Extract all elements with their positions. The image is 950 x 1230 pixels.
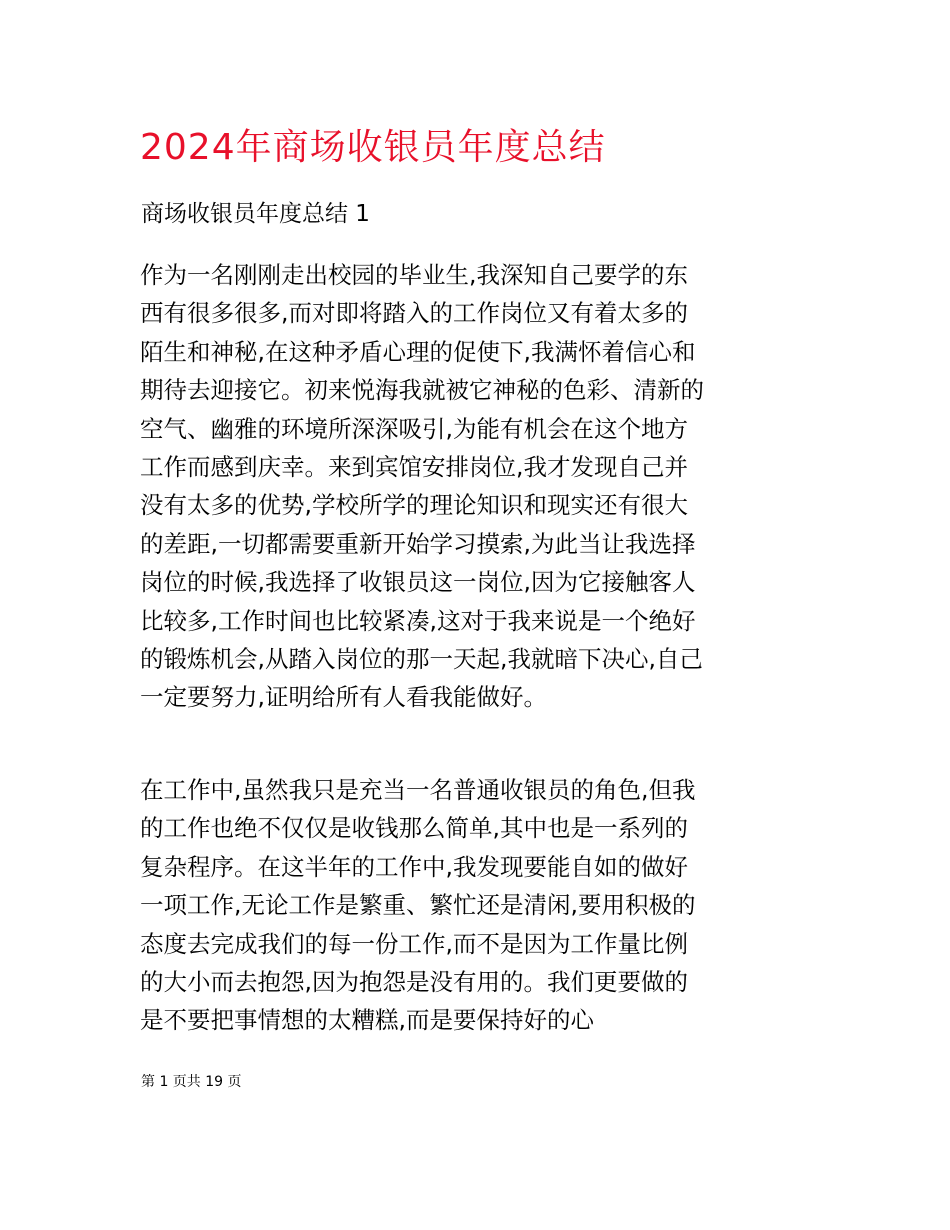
section-heading: 商场收银员年度总结 1 bbox=[141, 201, 370, 227]
page-number-footer: 第 1 页共 19 页 bbox=[141, 1074, 242, 1090]
paragraph-line: 工作而感到庆幸。来到宾馆安排岗位,我才发现自己并 bbox=[140, 452, 688, 481]
paragraph-line: 在工作中,虽然我只是充当一名普通收银员的角色,但我 bbox=[140, 776, 696, 804]
document-title: 2024年商场收银员年度总结 bbox=[140, 127, 606, 168]
paragraph-line: 比较多,工作时间也比较紧凑,这对于我来说是一个绝好 bbox=[140, 606, 696, 635]
paragraph-2 bbox=[140, 771, 820, 1040]
paragraph-line: 态度去完成我们的每一份工作,而不是因为工作量比例 bbox=[140, 929, 688, 958]
paragraph-line: 期待去迎接它。初来悦海我就被它神秘的色彩、清新的 bbox=[140, 376, 704, 405]
paragraph-line: 空气、幽雅的环境所深深吸引,为能有机会在这个地方 bbox=[140, 414, 688, 443]
paragraph-line: 岗位的时候,我选择了收银员这一岗位,因为它接触客人 bbox=[140, 568, 696, 597]
paragraph-line: 西有很多很多,而对即将踏入的工作岗位又有着太多的 bbox=[140, 299, 688, 328]
paragraph-line: 陌生和神秘,在这种矛盾心理的促使下,我满怀着信心和 bbox=[140, 337, 696, 366]
paragraph-line: 的大小而去抱怨,因为抱怨是没有用的。我们更要做的 bbox=[140, 967, 688, 996]
paragraph-1 bbox=[140, 256, 820, 717]
paragraph-line: 没有太多的优势,学校所学的理论知识和现实还有很大 bbox=[140, 491, 688, 520]
paragraph-line: 复杂程序。在这半年的工作中,我发现要能自如的做好 bbox=[140, 852, 688, 881]
paragraph-line: 的工作也绝不仅仅是收钱那么简单,其中也是一系列的 bbox=[140, 814, 688, 843]
paragraph-line: 的锻炼机会,从踏入岗位的那一天起,我就暗下决心,自己 bbox=[140, 644, 703, 673]
paragraph-line: 作为一名刚刚走出校园的毕业生,我深知自己要学的东 bbox=[140, 261, 688, 289]
paragraph-line: 一项工作,无论工作是繁重、繁忙还是清闲,要用积极的 bbox=[140, 891, 696, 920]
paragraph-line: 是不要把事情想的太糟糕,而是要保持好的心 bbox=[140, 1006, 594, 1035]
paragraph-line: 的差距,一切都需要重新开始学习摸索,为此当让我选择 bbox=[140, 529, 696, 558]
paragraph-line: 一定要努力,证明给所有人看我能做好。 bbox=[140, 683, 547, 712]
